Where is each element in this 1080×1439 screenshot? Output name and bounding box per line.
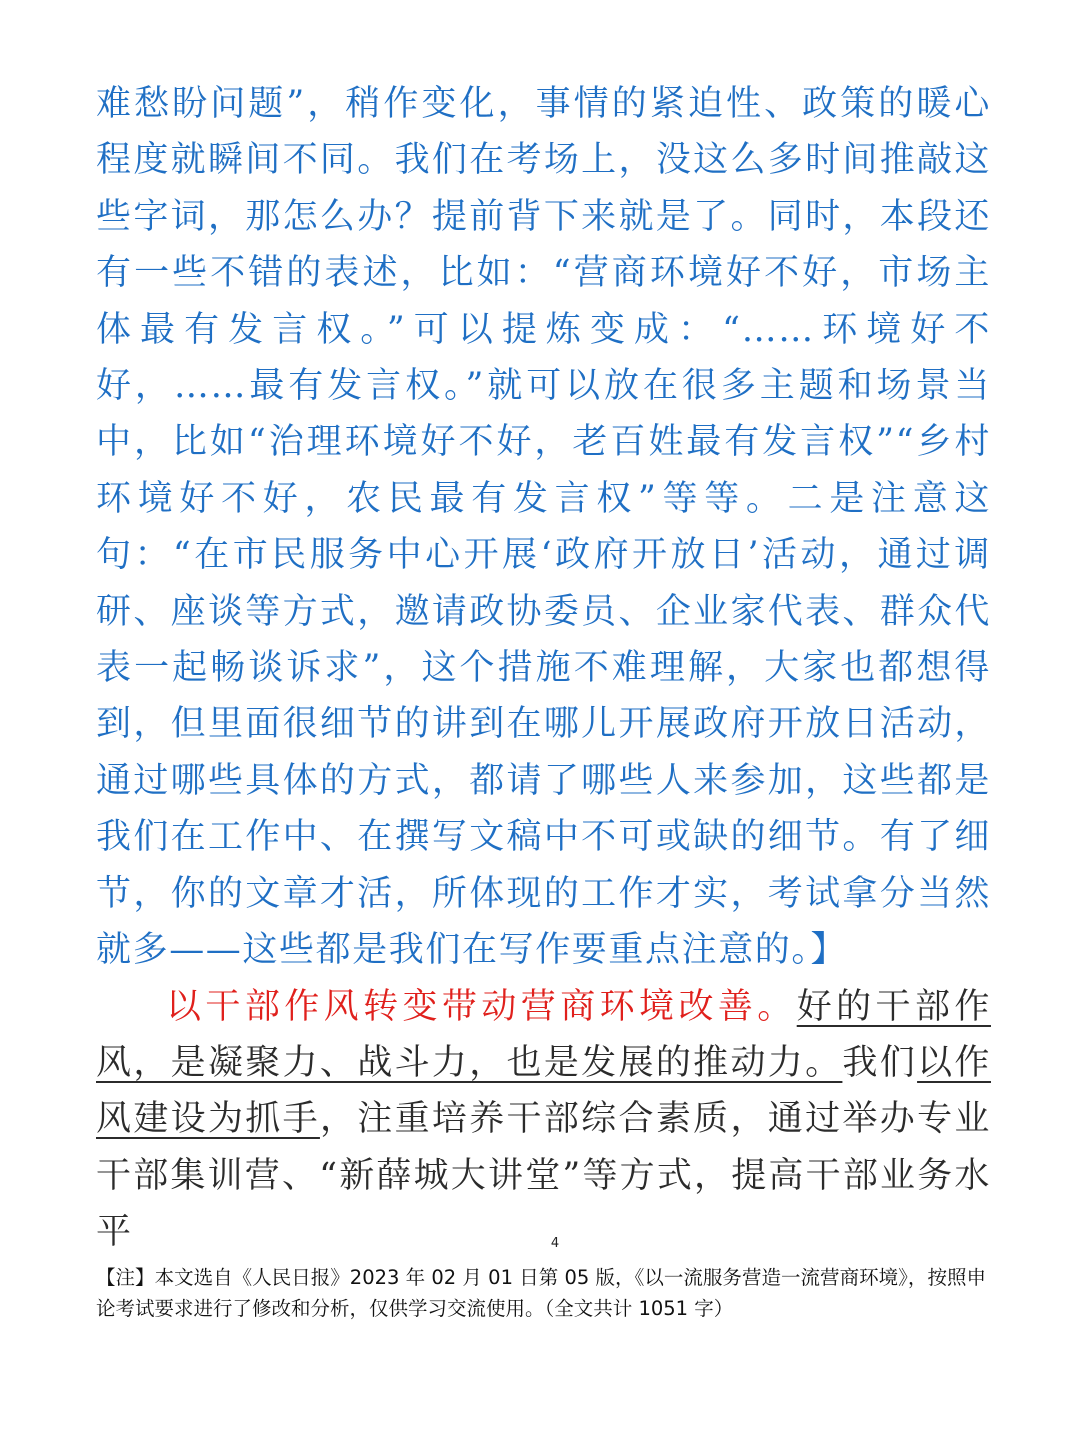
main-text: [96, 76, 991, 1261]
underlined-phrase-1: 好的干部作风，是凝聚力、战斗力，也是发展的推动力。: [96, 986, 991, 1083]
analysis-paragraph: 难愁盼问题”，稍作变化，事情的紧迫性、政策的暖心程度就瞬间不同。我们在考场上，没这么多时间推敲这些字词，那怎么办？提前背下来就是了。同时，本段还有一些不错的表述，比如：“营商环境好不好，市场主体最有发言权。”可以提炼变成：“……环境好不好，……最有发言权。”就可以放在很多主题和场景当中，比如“治理环境好不好，老百姓最有发言权”“乡村环境好不好，农民最有发言权”等等。二是注意这句：“在市民服务中心开展‘政府开放日’活动，通过调研、座谈等方式，邀请政协委员、企业家代表、群众代表一起畅谈诉求”，这个措施不难理解，大家也都想得到，但里面很细节的讲到在哪儿开展政府开放日活动，通过哪些具体的方式，都请了哪些人来参加，这些都是我们在工作中、在撰写文稿中不可或缺的细节。有了细节，你的文章才活，所体现的工作才实，考试拿分当然就多——这些都是我们在写作要重点注意的。】: [96, 84, 991, 971]
article-text-2: ，注重培养干部综合素质，通过举办专业干部集训营、“新薛城大讲堂”等方式，提高干部业务水平: [96, 1099, 991, 1253]
page-number: 4: [550, 1236, 560, 1251]
footnote: 【注】本文选自《人民日报》2023 年 02 月 01 日第 05 版，《以一流服务营造一流营商环境》，按照申论考试要求进行了修改和分析，仅供学习交流使用。（全文共计 1051 字）: [96, 1266, 986, 1320]
article-text-1: 我们: [842, 1042, 918, 1083]
article-paragraph: [96, 979, 991, 1261]
underlined-phrase-2: 以作风建设为抓手: [96, 1042, 991, 1140]
section-heading: 以干部作风转变带动营商环境改善。: [166, 986, 797, 1027]
